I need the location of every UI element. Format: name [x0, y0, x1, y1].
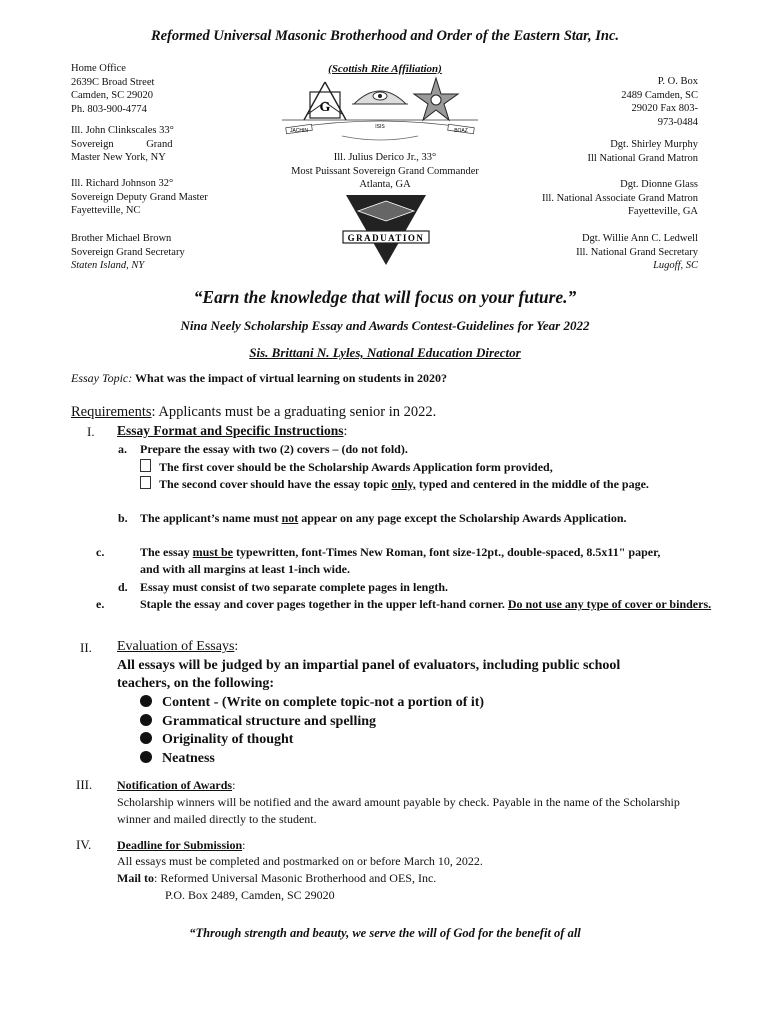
- essay-topic: [71, 371, 447, 386]
- item-letter: a.: [118, 442, 127, 456]
- right-line: Dgt. Dionne Glass: [620, 179, 698, 190]
- left-line: Fayetteville, NC: [71, 205, 141, 216]
- item-letter: b.: [118, 511, 128, 525]
- section-heading: Evaluation of Essays: [117, 639, 235, 654]
- left-line: Staten Island, NY: [71, 260, 145, 271]
- section-heading: Deadline for Submission: [117, 838, 243, 852]
- right-line: 29020 Fax 803-: [631, 103, 698, 114]
- svg-text:G: G: [319, 100, 331, 115]
- requirements-text: : Applicants must be a graduating senior in 2022.: [151, 404, 437, 420]
- item-b: [118, 510, 660, 527]
- graduation-cap-logo: [342, 193, 430, 267]
- bullet-text: The first cover should be the Scholarship Awards Application form provided,: [159, 460, 553, 474]
- section-4-heading: Deadline for Submission:: [117, 838, 246, 852]
- item-c: [96, 544, 680, 578]
- right-line: Ill. National Associate Grand Matron: [541, 192, 698, 204]
- essay-topic-label: Essay Topic:: [71, 371, 133, 385]
- bullet-dot-icon: [140, 695, 152, 707]
- center-line: Most Puissant Sovereign Grand Commander: [291, 165, 479, 177]
- evaluation-intro: All essays will be judged by an impartial panel of evaluators, including public school teachers, on the following:: [117, 658, 621, 691]
- right-line: 973-0484: [657, 116, 698, 128]
- criteria-item: [140, 750, 484, 769]
- right-line: 2489 Camden, SC: [621, 89, 698, 101]
- bullet-dot-icon: [140, 714, 152, 726]
- item-letter: d.: [118, 580, 128, 594]
- mail-to-address: : Reformed Universal Masonic Brotherhood and OES, Inc.: [154, 871, 437, 885]
- evaluation-criteria-list: [140, 694, 484, 768]
- item-text: Prepare the essay with two (2) covers – (do not fold).: [140, 442, 408, 456]
- masonic-emblem-logo: [282, 74, 478, 150]
- right-line: Dgt. Shirley Murphy: [610, 139, 698, 150]
- po-box-block: [500, 75, 698, 129]
- section-number: I.: [87, 424, 95, 439]
- closing-quote: “Through strength and beauty, we serve the will of God for the benefit of all: [189, 926, 581, 940]
- center-line: Atlanta, GA: [359, 179, 411, 190]
- right-line: Dgt. Willie Ann C. Ledwell: [581, 233, 698, 244]
- motto: “Earn the knowledge that will focus on your future.”: [193, 287, 577, 307]
- item-text: typewritten, font-Times New Roman, font size-12pt., double-spaced, 8.5x11" paper, and with all margins at least 1-inch wide.: [140, 545, 661, 576]
- left-line: Ill. Richard Johnson 32°: [71, 178, 174, 189]
- item-letter: e.: [96, 597, 105, 611]
- center-banner-label: ISIS: [375, 124, 385, 130]
- notification-text: Scholarship winners will be notified and the award amount payable by check. Payable in the name of the Scholarship winner and mailed directly to the student.: [117, 795, 680, 826]
- left-line: Sovereign Grand Secretary: [71, 246, 185, 258]
- home-office-block: [71, 62, 291, 116]
- graduation-banner-text: GRADUATION: [347, 233, 425, 243]
- criteria-text: Grammatical structure and spelling: [162, 713, 377, 729]
- checkbox-icon: [140, 476, 151, 489]
- contest-title: Nina Neely Scholarship Essay and Awards Contest-Guidelines for Year 2022: [180, 318, 590, 333]
- criteria-item: [140, 694, 484, 713]
- left-line: 2639C Broad Street: [71, 76, 155, 88]
- item-text: appear on any page except the Scholarship Awards Application.: [298, 511, 627, 525]
- section-2-heading: Evaluation of Essays:: [117, 639, 239, 654]
- grand-matron-block: [500, 138, 698, 165]
- section-number: III.: [76, 777, 93, 792]
- deputy-grand-master-block: [71, 177, 291, 218]
- organization-title: Reformed Universal Masonic Brotherhood and Order of the Eastern Star, Inc.: [150, 28, 620, 44]
- item-text: The essay: [140, 545, 193, 559]
- associate-grand-matron-block: [500, 178, 698, 219]
- grand-master-block: [71, 124, 186, 165]
- section-heading: Essay Format and Specific Instructions: [117, 423, 344, 438]
- right-line: Fayetteville, GA: [628, 206, 698, 217]
- criteria-text: Content - (Write on complete topic-not a portion of it): [162, 695, 485, 710]
- requirements-label: Requirements: [71, 404, 152, 420]
- left-line: Ph. 803-900-4774: [71, 103, 147, 115]
- left-line: Master New York, NY: [71, 152, 166, 163]
- item-text: The applicant’s name must: [140, 511, 282, 525]
- national-secretary-block: [500, 232, 698, 273]
- criteria-text: Neatness: [162, 750, 215, 766]
- item-text: Staple the essay and cover pages together in the upper left-hand corner.: [140, 597, 508, 611]
- left-line: Sovereign Deputy Grand Master: [71, 191, 208, 203]
- education-director: Sis. Brittani N. Lyles, National Education Director: [249, 345, 521, 360]
- item-a-bullet-1: [140, 459, 680, 476]
- left-line: Sovereign Grand: [71, 138, 173, 150]
- right-line: Lugoff, SC: [653, 260, 698, 271]
- item-d: [118, 579, 688, 596]
- deadline-text: All essays must be completed and postmarked on or before March 10, 2022.: [117, 854, 483, 868]
- item-text: Essay must consist of two separate complete pages in length.: [140, 580, 448, 594]
- left-line: Home Office: [71, 63, 126, 74]
- affiliation-text: (Scottish Rite Affiliation): [328, 63, 442, 75]
- requirements: [71, 404, 436, 421]
- right-line: Ill. National Grand Secretary: [576, 246, 698, 258]
- item-underlined: not: [281, 511, 299, 525]
- right-line: P. O. Box: [657, 76, 698, 87]
- item-underlined: must be: [192, 545, 234, 559]
- left-pillar-label: JACHIN: [289, 128, 309, 134]
- section-3-heading: Notification of Awards:: [117, 778, 236, 792]
- item-e: [96, 596, 712, 613]
- grand-commander-block: [270, 151, 500, 192]
- mail-to-label: Mail to: [117, 871, 154, 885]
- essay-topic-text: What was the impact of virtual learning on students in 2020?: [135, 371, 448, 385]
- center-line: Ill. Julius Derico Jr., 33°: [333, 152, 437, 163]
- criteria-text: Originality of thought: [162, 732, 294, 747]
- bullet-text: The second cover should have the essay topic: [159, 477, 392, 491]
- item-a: [118, 441, 688, 458]
- section-number: II.: [80, 640, 92, 655]
- mail-to-line: [117, 870, 702, 887]
- right-pillar-label: BOAZ: [454, 128, 468, 134]
- section-number: IV.: [76, 837, 92, 852]
- bullet-dot-icon: [140, 751, 152, 763]
- section-1-heading: Essay Format and Specific Instructions:: [117, 423, 348, 439]
- item-underlined: Do not use any type of cover or binders.: [507, 597, 712, 611]
- left-line: Camden, SC 29020: [71, 90, 153, 101]
- mail-to-po-box: P.O. Box 2489, Camden, SC 29020: [165, 888, 335, 902]
- bullet-underlined: only,: [391, 477, 416, 491]
- left-line: Brother Michael Brown: [71, 233, 172, 244]
- bullet-text: typed and centered in the middle of the page.: [415, 477, 649, 491]
- right-line: Ill National Grand Matron: [587, 152, 698, 164]
- left-line: Ill. John Clinkscales 33°: [71, 125, 174, 136]
- criteria-item: [140, 713, 484, 732]
- bullet-dot-icon: [140, 732, 152, 744]
- grand-secretary-block: [71, 232, 291, 273]
- criteria-item: [140, 731, 484, 750]
- item-a-bullet-2: [140, 476, 680, 493]
- item-letter: c.: [96, 545, 105, 559]
- checkbox-icon: [140, 459, 151, 472]
- section-heading: Notification of Awards: [117, 778, 233, 792]
